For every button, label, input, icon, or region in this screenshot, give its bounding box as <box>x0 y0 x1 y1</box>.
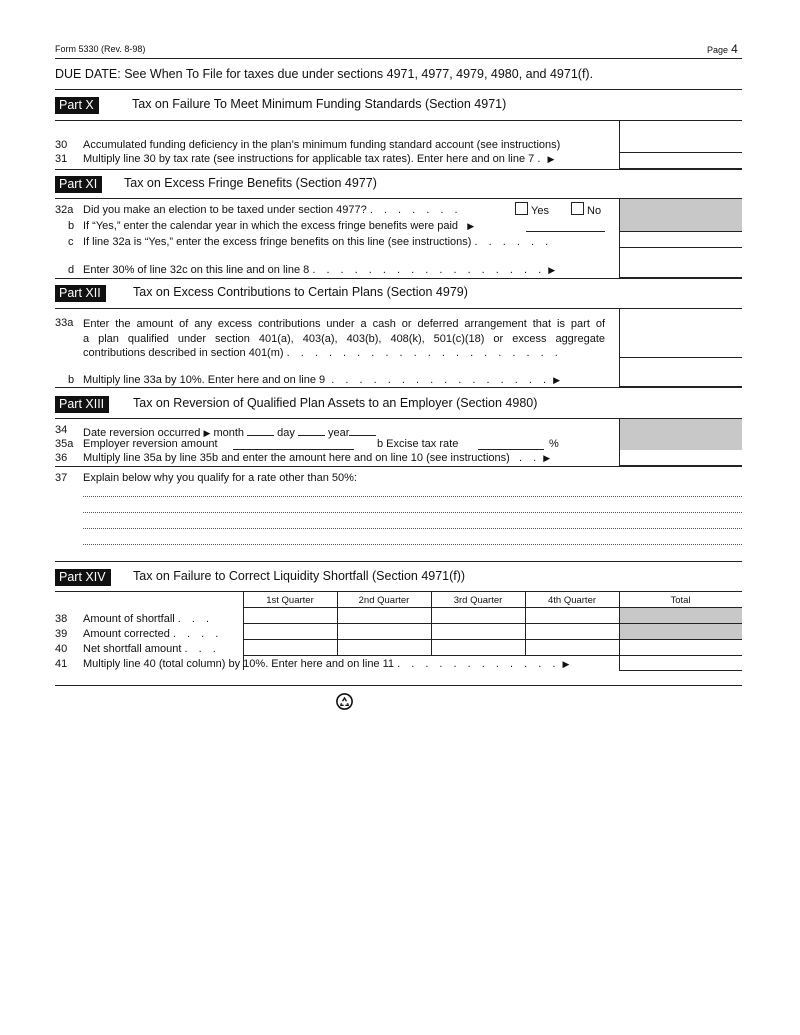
part-xii-title: Tax on Excess Contributions to Certain Plans (Section 4979) <box>133 285 468 299</box>
divider <box>55 387 742 388</box>
explanation-line-1[interactable] <box>83 496 742 497</box>
line-30-text: Accumulated funding deficiency in the plan’s minimum funding standard account (see instructions) <box>83 139 561 151</box>
leader-dots: . . . <box>184 643 220 655</box>
leader-dots: . . . . <box>172 628 223 640</box>
line-33b-number: b <box>68 374 75 386</box>
grid-line <box>243 655 742 656</box>
line-32b-label: If “Yes,” enter the calendar year in which the excess fringe benefits were paid <box>83 220 459 232</box>
column-header-q1: 1st Quarter <box>266 595 314 606</box>
line-33a-entry-field[interactable] <box>619 357 742 358</box>
excise-tax-rate-field[interactable] <box>478 449 544 450</box>
no-label: No <box>587 205 602 217</box>
recycle-icon <box>336 693 353 710</box>
divider <box>55 278 742 279</box>
divider <box>55 169 742 170</box>
line-38-label: Amount of shortfall <box>83 613 175 625</box>
divider <box>619 231 742 232</box>
day-label: day <box>277 427 295 439</box>
part-xiii-title: Tax on Reversion of Qualified Plan Assets to an Employer (Section 4980) <box>133 396 538 410</box>
line-32d-number: d <box>68 264 75 276</box>
explanation-line-3[interactable] <box>83 528 742 529</box>
line-33b-label: Multiply line 33a by 10%. Enter here and on line 9 <box>83 374 326 386</box>
percent-sign: % <box>549 438 559 450</box>
divider <box>55 120 742 121</box>
leader-dots: . . . . . . . <box>369 204 462 216</box>
line-39-text <box>83 628 222 640</box>
divider <box>55 685 742 686</box>
line-33b-text <box>83 374 560 386</box>
line-32b-text <box>83 220 474 232</box>
line-36-number: 36 <box>55 452 68 464</box>
part-xiii-tag: Part XIII <box>55 396 109 413</box>
column-header-q3: 3rd Quarter <box>453 595 503 606</box>
divider <box>55 466 742 467</box>
part-xi-title: Tax on Excess Fringe Benefits (Section 4977) <box>124 176 377 190</box>
line-40-number: 40 <box>55 643 68 655</box>
column-header-total: Total <box>670 595 691 606</box>
leader-dots: . . . . . . . . . . . . <box>397 658 560 670</box>
line-40-text <box>83 643 220 655</box>
grid-line <box>243 623 742 624</box>
line-38-number: 38 <box>55 613 68 625</box>
arrow-icon: ▶ <box>547 154 555 164</box>
line-31-text <box>83 153 554 165</box>
page-indicator <box>707 42 738 56</box>
explanation-line-4[interactable] <box>83 544 742 545</box>
line-32b-year-field[interactable] <box>526 231 605 232</box>
line-33a-text <box>83 317 605 361</box>
line-32c-number: c <box>68 236 74 248</box>
line-31-label: Multiply line 30 by tax rate (see instructions for applicable tax rates). Enter here and on line 7 <box>83 153 535 165</box>
line-39-number: 39 <box>55 628 68 640</box>
line-33a-text-3: contributions described in section 401(m) <box>83 347 284 359</box>
line-36-text <box>83 452 550 464</box>
arrow-icon: ▶ <box>562 659 570 669</box>
divider <box>55 591 742 592</box>
line-30-entry-field[interactable] <box>619 152 742 153</box>
amount-column-border <box>619 120 620 169</box>
line-34-number: 34 <box>55 424 68 436</box>
line-40-label: Net shortfall amount <box>83 643 182 655</box>
line-33a-number: 33a <box>55 317 74 329</box>
line-32c-text <box>83 236 552 248</box>
yes-checkbox[interactable] <box>515 202 528 215</box>
grid-line <box>243 639 742 640</box>
line-37-number: 37 <box>55 472 68 484</box>
line-38-text <box>83 613 213 625</box>
yes-option[interactable] <box>515 202 549 217</box>
line-35b-text: b Excise tax rate <box>377 438 459 450</box>
line-39-label: Amount corrected <box>83 628 170 640</box>
line-31-number: 31 <box>55 153 68 165</box>
no-option[interactable] <box>571 202 601 217</box>
line-33a-text-3-row <box>83 346 605 361</box>
line-32a-number: 32a <box>55 204 74 216</box>
line-32a-text <box>83 204 462 216</box>
arrow-icon: ▶ <box>553 375 561 385</box>
part-xi-tag: Part XI <box>55 176 102 193</box>
line-32d-text <box>83 264 555 276</box>
day-field[interactable] <box>298 424 325 436</box>
leader-dots: . . <box>519 452 541 464</box>
divider <box>55 89 742 90</box>
line-36-label: Multiply line 35a by line 35b and enter the amount here and on line 10 (see instructions) <box>83 452 510 464</box>
line-41-text <box>83 658 569 670</box>
column-header-q4: 4th Quarter <box>547 595 597 606</box>
month-field[interactable] <box>247 424 274 436</box>
form-id: Form 5330 (Rev. 8-98) <box>55 44 146 54</box>
line-37-text: Explain below why you qualify for a rate other than 50%: <box>83 472 357 484</box>
explanation-line-2[interactable] <box>83 512 742 513</box>
amount-column-border <box>619 308 620 387</box>
leader-dots: . . . . . . <box>474 236 553 248</box>
month-label: month <box>213 427 245 439</box>
year-field[interactable] <box>349 424 376 436</box>
line-35a-number: 35a <box>55 438 74 450</box>
line-41-entry-field[interactable] <box>619 670 742 671</box>
line-32c-entry-field[interactable] <box>619 247 742 248</box>
shaded-area <box>620 199 742 231</box>
arrow-icon: ▶ <box>203 428 211 438</box>
line-34-label: Date reversion occurred <box>83 427 201 439</box>
leader-dots: . . . <box>177 613 214 625</box>
part-xii-tag: Part XII <box>55 285 106 302</box>
due-date-text: DUE DATE: See When To File for taxes due under sections 4971, 4977, 4979, 4980, and 4971(f). <box>55 67 594 81</box>
arrow-icon: ▶ <box>543 453 551 463</box>
arrow-icon: ▶ <box>548 265 556 275</box>
leader-dots: . . . . . . . . . . . . . . . . . . . . <box>286 347 562 359</box>
line-34-text <box>83 424 376 439</box>
reversion-amount-field[interactable] <box>233 449 354 450</box>
yes-label: Yes <box>531 205 549 217</box>
page-number: 4 <box>731 42 738 56</box>
part-x-tag: Part X <box>55 97 99 114</box>
divider <box>55 308 742 309</box>
line-33a-text-2: a plan qualified under section 401(a), 403(a), 403(b), 408(k), 501(c)(18) or excess aggregate <box>83 332 605 345</box>
line-33a-text-1: Enter the amount of any excess contributions under a cash or deferred arrangement that is part of <box>83 318 605 330</box>
shaded-area <box>620 419 742 450</box>
line-41-number: 41 <box>55 658 68 670</box>
line-32a-label: Did you make an election to be taxed under section 4977? <box>83 204 367 216</box>
arrow-icon: ▶ <box>467 221 475 231</box>
no-checkbox[interactable] <box>571 202 584 215</box>
line-35a-text: Employer reversion amount <box>83 438 218 450</box>
line-32d-label: Enter 30% of line 32c on this line and on line 8 <box>83 264 310 276</box>
divider <box>55 58 742 59</box>
part-xiv-tag: Part XIV <box>55 569 111 586</box>
part-x-title: Tax on Failure To Meet Minimum Funding Standards (Section 4971) <box>132 97 507 111</box>
column-header-q2: 2nd Quarter <box>358 595 410 606</box>
page-label: Page <box>707 45 729 55</box>
line-32b-number: b <box>68 220 75 232</box>
part-xiv-title: Tax on Failure to Correct Liquidity Shortfall (Section 4971(f)) <box>133 569 466 583</box>
leader-dots: . <box>537 153 545 165</box>
divider <box>55 561 742 562</box>
leader-dots: . . . . . . . . . . . . . . . . <box>331 374 551 386</box>
line-32c-label: If line 32a is “Yes,” enter the excess fringe benefits on this line (see instructions) <box>83 236 472 248</box>
leader-dots: . . . . . . . . . . . . . . . . . <box>312 264 546 276</box>
year-label: year <box>328 427 350 439</box>
line-30-number: 30 <box>55 139 68 151</box>
line-41-label: Multiply line 40 (total column) by 10%. Enter here and on line 11 <box>83 658 395 670</box>
